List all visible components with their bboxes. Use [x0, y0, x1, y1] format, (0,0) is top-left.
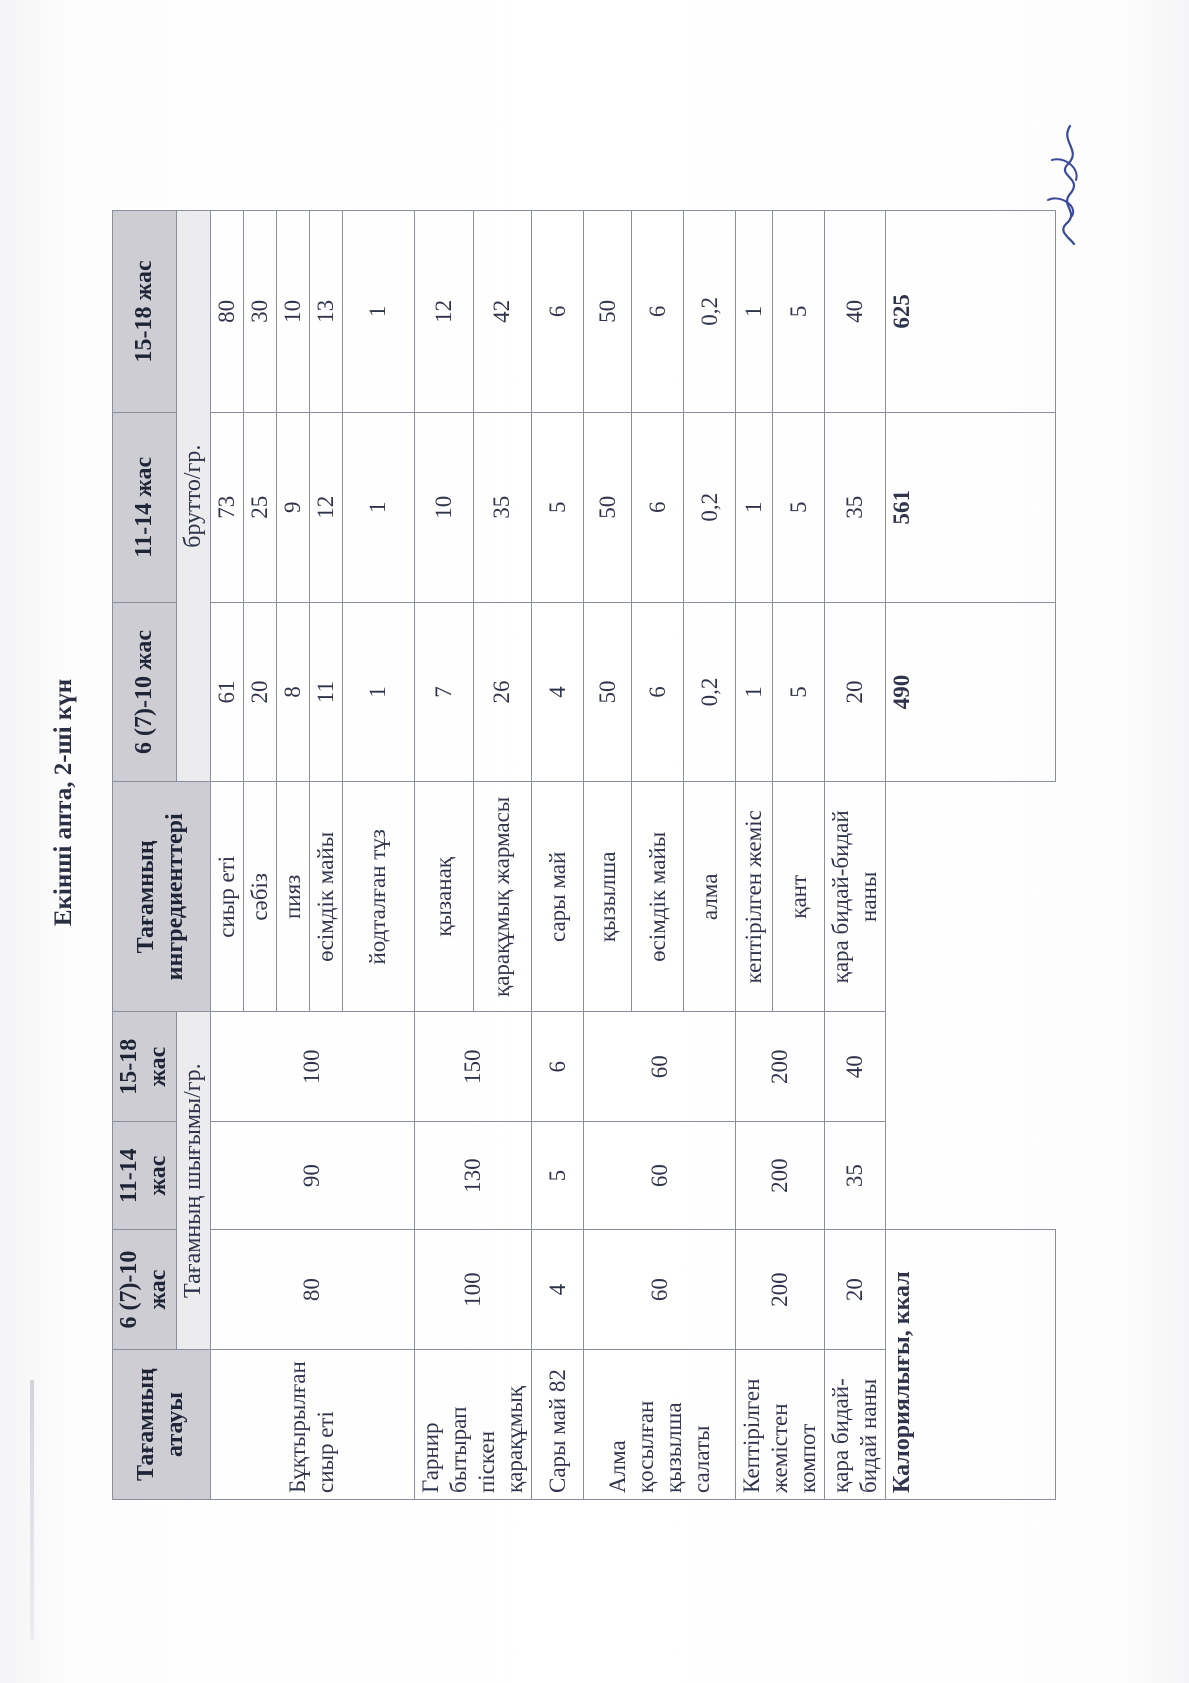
gross-value: 50 — [584, 412, 632, 602]
gross-value: 35 — [825, 412, 886, 602]
gross-value: 8 — [276, 602, 309, 782]
ingredient-name: сәбіз — [243, 782, 276, 1012]
gross-value: 20 — [825, 602, 886, 782]
yield-value: 60 — [584, 1230, 736, 1350]
yield-age-header: 6 (7)-10 жас — [113, 1230, 177, 1350]
gross-value: 1 — [736, 412, 773, 602]
gross-value: 26 — [473, 602, 532, 782]
dish-name: Бұқтырылған сиыр еті — [210, 1350, 414, 1500]
gross-value: 6 — [632, 602, 684, 782]
table-row — [414, 211, 473, 1500]
gross-age-header: 15-18 жас — [113, 211, 177, 413]
calories-value: 490 — [886, 602, 1056, 782]
ingredient-name: өсімдік майы — [309, 782, 342, 1012]
ingredient-name: алма — [684, 782, 736, 1012]
menu-table — [112, 210, 1056, 1500]
gross-value: 40 — [825, 211, 886, 413]
yield-value: 5 — [532, 1122, 584, 1230]
gross-value: 20 — [243, 602, 276, 782]
dish-name-header: Тағамның атауы — [113, 1350, 211, 1500]
yield-value: 6 — [532, 1012, 584, 1122]
yield-value: 20 — [825, 1230, 886, 1350]
table-row — [825, 211, 886, 1500]
yield-value: 90 — [210, 1122, 414, 1230]
gross-value: 1 — [342, 602, 414, 782]
dish-name: қара бидай-бидай наны — [825, 1350, 886, 1500]
yield-value: 100 — [414, 1230, 531, 1350]
yield-value: 40 — [825, 1012, 886, 1122]
gross-value: 61 — [210, 602, 243, 782]
gross-value: 7 — [414, 602, 473, 782]
gross-value: 1 — [342, 412, 414, 602]
yield-value: 130 — [414, 1122, 531, 1230]
gross-value: 10 — [276, 211, 309, 413]
gross-value: 35 — [473, 412, 532, 602]
yield-value: 150 — [414, 1012, 531, 1122]
gross-value: 5 — [773, 211, 825, 413]
gross-value: 13 — [309, 211, 342, 413]
gross-value: 4 — [532, 602, 584, 782]
header-row — [113, 211, 177, 1500]
yield-value: 80 — [210, 1230, 414, 1350]
dish-name: Кептірілген жемістен компот — [736, 1350, 825, 1500]
gross-value: 1 — [736, 602, 773, 782]
calories-row — [886, 211, 1056, 1500]
yield-value: 35 — [825, 1122, 886, 1230]
ingredient-name: йодталған тұз — [342, 782, 414, 1012]
gross-value: 25 — [243, 412, 276, 602]
gross-value: 73 — [210, 412, 243, 602]
gross-value: 0,2 — [684, 211, 736, 413]
dish-name: Алма қосылған қызылша салаты — [584, 1350, 736, 1500]
calories-value: 561 — [886, 412, 1056, 602]
yield-value: 4 — [532, 1230, 584, 1350]
gross-value: 12 — [414, 211, 473, 413]
ingredient-name: қызанақ — [414, 782, 473, 1012]
yield-value: 100 — [210, 1012, 414, 1122]
ingredient-name: қант — [773, 782, 825, 1012]
gross-value: 11 — [309, 602, 342, 782]
signature-mark — [1030, 120, 1100, 250]
ingredients-header: Тағамның ингредиенттері — [113, 782, 211, 1012]
ingredient-name: кептірілген жеміс — [736, 782, 773, 1012]
gross-value: 0,2 — [684, 412, 736, 602]
gross-unit-header: брутто/гр. — [176, 211, 210, 782]
gross-value: 30 — [243, 211, 276, 413]
gross-age-header: 11-14 жас — [113, 412, 177, 602]
gross-value: 12 — [309, 412, 342, 602]
gross-value: 42 — [473, 211, 532, 413]
gross-value: 50 — [584, 602, 632, 782]
gross-value: 5 — [532, 412, 584, 602]
gross-value: 5 — [773, 412, 825, 602]
gross-value: 1 — [736, 211, 773, 413]
ingredient-name: пияз — [276, 782, 309, 1012]
gross-age-header: 6 (7)-10 жас — [113, 602, 177, 782]
ingredient-name: қызылша — [584, 782, 632, 1012]
gross-value: 9 — [276, 412, 309, 602]
yield-value: 60 — [584, 1012, 736, 1122]
yield-age-header: 15-18 жас — [113, 1012, 177, 1122]
page-title: Екінші апта, 2-ші күн — [50, 678, 77, 927]
rotated-document — [32, 105, 1102, 1500]
ingredient-name: сиыр еті — [210, 782, 243, 1012]
table-row — [532, 211, 584, 1500]
table-row — [584, 211, 632, 1500]
table-row — [736, 211, 773, 1500]
calories-label: Калориялығы, ккал — [886, 1230, 1056, 1500]
dish-name: Гарнир бытырап піскен қарақұмық — [414, 1350, 531, 1500]
yield-value: 200 — [736, 1230, 825, 1350]
ingredient-name: сары май — [532, 782, 584, 1012]
gross-value: 50 — [584, 211, 632, 413]
gross-value: 10 — [414, 412, 473, 602]
ingredient-name: өсімдік майы — [632, 782, 684, 1012]
ingredient-name: қарақұмық жармасы — [473, 782, 532, 1012]
ingredient-name: қара бидай-бидай наны — [825, 782, 886, 1012]
yield-value: 60 — [584, 1122, 736, 1230]
yield-value: 200 — [736, 1122, 825, 1230]
gross-value: 1 — [342, 211, 414, 413]
table-row — [210, 211, 243, 1500]
empty-cell — [886, 782, 1056, 1230]
dish-name: Сары май 82 — [532, 1350, 584, 1500]
gross-value: 80 — [210, 211, 243, 413]
calories-value: 625 — [886, 211, 1056, 413]
yield-age-header: 11-14 жас — [113, 1122, 177, 1230]
gross-value: 6 — [632, 211, 684, 413]
gross-value: 5 — [773, 602, 825, 782]
gross-value: 6 — [532, 211, 584, 413]
gross-value: 6 — [632, 412, 684, 602]
yield-unit-header: Тағамның шығымы/гр. — [176, 1012, 210, 1350]
yield-value: 200 — [736, 1012, 825, 1122]
gross-value: 0,2 — [684, 602, 736, 782]
